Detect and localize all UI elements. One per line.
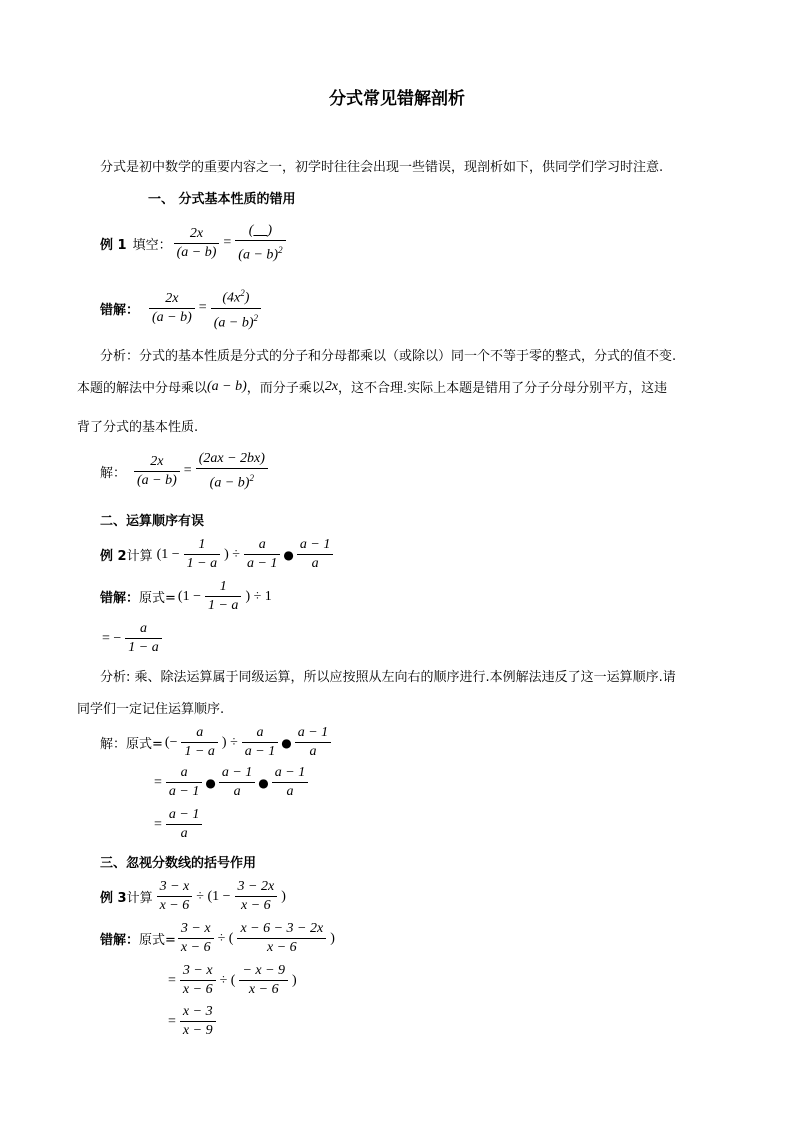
analysis2-line1: 分析: 乘、除法运算属于同级运算，所以应按照从左向右的顺序进行.本例解法违反了这一运算顺序.请	[100, 670, 676, 685]
fraction: $\frac{(2ax - 2bx)}{(a - b)^2}$	[196, 450, 268, 493]
fraction: $\frac{(4x^2)}{(a - b)^2}$	[211, 284, 261, 332]
analysis1-line3: 背了分式的基本性质.	[77, 420, 199, 435]
intro-paragraph: 分式是初中数学的重要内容之一，初学时往往会出现一些错误，现剖析如下，供同学们学习时注意.	[100, 160, 664, 175]
solution2-line2: = $\frac{a}{a - 1}$ ● $\frac{a - 1}{a}$ ● $\frac{a - 1}{a}$	[152, 764, 310, 801]
fraction: $\frac{a - 1}{a}$	[166, 806, 202, 843]
example3-wrong-line1: 错解： 原式= $\frac{3 - x}{x - 6}$ ÷ ( $\frac{x - 6 - 3 - 2x}{x - 6}$ )	[100, 921, 335, 955]
fraction: $\frac{2x}{(a - b)}$	[149, 290, 195, 327]
fraction: $\frac{2x}{(a - b)}$	[134, 453, 180, 490]
fraction: $\frac{a}{1 - a}$	[125, 620, 161, 657]
fraction: $\frac{a}{a - 1}$	[244, 536, 280, 573]
example2-label: 例 2	[100, 549, 127, 564]
fraction: $\frac{a}{1 - a}$	[181, 724, 217, 761]
fraction: $\frac{2x}{(a - b)}$	[174, 225, 220, 262]
example3-label: 例 3	[100, 891, 127, 906]
fraction: $\frac{a - 1}{a}$	[297, 536, 333, 573]
page-title: 分式常见错解剖析	[329, 89, 465, 109]
fraction: $\frac{- x - 9}{x - 6}$	[239, 962, 288, 999]
example3-wrong-line3: = $\frac{x - 3}{x - 9}$	[166, 1003, 218, 1040]
solution1: 解： $\frac{2x}{(a - b)}$ = $\frac{(2ax - 2bx)}{(a - b)^2}$	[100, 450, 270, 493]
fraction: $\frac{3 - 2x}{x - 6}$	[235, 878, 278, 915]
fraction: $\frac{x - 3}{x - 9}$	[180, 1003, 216, 1040]
solution-label: 解：原式=	[100, 737, 163, 752]
example1: 例 1 填空： $\frac{2x}{(a - b)}$ = $\frac{( )}{(a - b)^2}$	[100, 222, 288, 265]
section2-heading: 二、运算顺序有误	[100, 514, 205, 529]
wrong-label: 错解：	[100, 302, 140, 318]
section1-heading: 一、 分式基本性质的错用	[148, 192, 296, 207]
example1-label: 例 1	[100, 237, 127, 253]
wrong-label: 错解：	[100, 933, 140, 948]
solution2-line1: 解：原式= (− $\frac{a}{1 - a}$ ) ÷ $\frac{a}{a - 1}$ ● $\frac{a - 1}{a}$	[100, 724, 333, 761]
fraction: $\frac{1}{1 - a}$	[184, 536, 220, 573]
fraction: $\frac{3 - x}{x - 6}$	[178, 920, 214, 957]
example2-wrong-result: = − $\frac{a}{1 - a}$	[100, 620, 164, 657]
solution-label: 解：	[100, 465, 127, 481]
analysis1-line2: 本题的解法中分母乘以 (a − b) ，而分子乘以 2x ，这不合理.实际上本题是错用了分子分母分别平方，这违	[77, 378, 668, 396]
example1-prompt: 填空：	[132, 237, 172, 253]
fraction: $\frac{( )}{(a - b)^2}$	[235, 222, 285, 265]
example1-wrong-solution: 错解： $\frac{2x}{(a - b)}$ = $\frac{(4x^2)}{(a - b)^2}$	[100, 284, 263, 332]
fraction: $\frac{1}{1 - a}$	[205, 578, 241, 615]
example3: 例 3 计算 $\frac{3 - x}{x - 6}$ ÷ (1 − $\frac{3 - 2x}{x - 6}$ )	[100, 879, 286, 913]
fraction: $\frac{x - 6 - 3 - 2x}{x - 6}$	[237, 920, 326, 957]
solution2-line3: = $\frac{a - 1}{a}$	[152, 806, 204, 843]
fraction: $\frac{a - 1}{a}$	[219, 764, 255, 801]
analysis1-line1: 分析：分式的基本性质是分式的分子和分母都乘以（或除以）同一个不等于零的整式，分式的值不变.	[100, 349, 677, 364]
section3-heading: 三、忽视分数线的括号作用	[100, 856, 257, 871]
wrong-label: 错解：	[100, 591, 140, 606]
analysis2-line2: 同学们一定记住运算顺序.	[77, 702, 225, 717]
fraction: $\frac{3 - x}{x - 6}$	[180, 962, 216, 999]
fraction: $\frac{a - 1}{a}$	[295, 724, 331, 761]
example2: 例 2 计算 (1 − $\frac{1}{1 - a}$ ) ÷ $\frac{a}{a - 1}$ ● $\frac{a - 1}{a}$	[100, 536, 335, 573]
fraction: $\frac{a - 1}{a}$	[272, 764, 308, 801]
example3-wrong-line2: = $\frac{3 - x}{x - 6}$ ÷ ( $\frac{- x - 9}{x - 6}$ )	[168, 963, 297, 997]
fraction: $\frac{3 - x}{x - 6}$	[157, 878, 193, 915]
fraction: $\frac{a}{a - 1}$	[242, 724, 278, 761]
example2-prompt: 计算	[126, 549, 153, 564]
fraction: $\frac{a}{a - 1}$	[166, 764, 202, 801]
example3-prompt: 计算	[126, 891, 153, 906]
example2-wrong-solution: 错解： 原式= (1 − $\frac{1}{1 - a}$ ) ÷ 1	[100, 579, 272, 613]
